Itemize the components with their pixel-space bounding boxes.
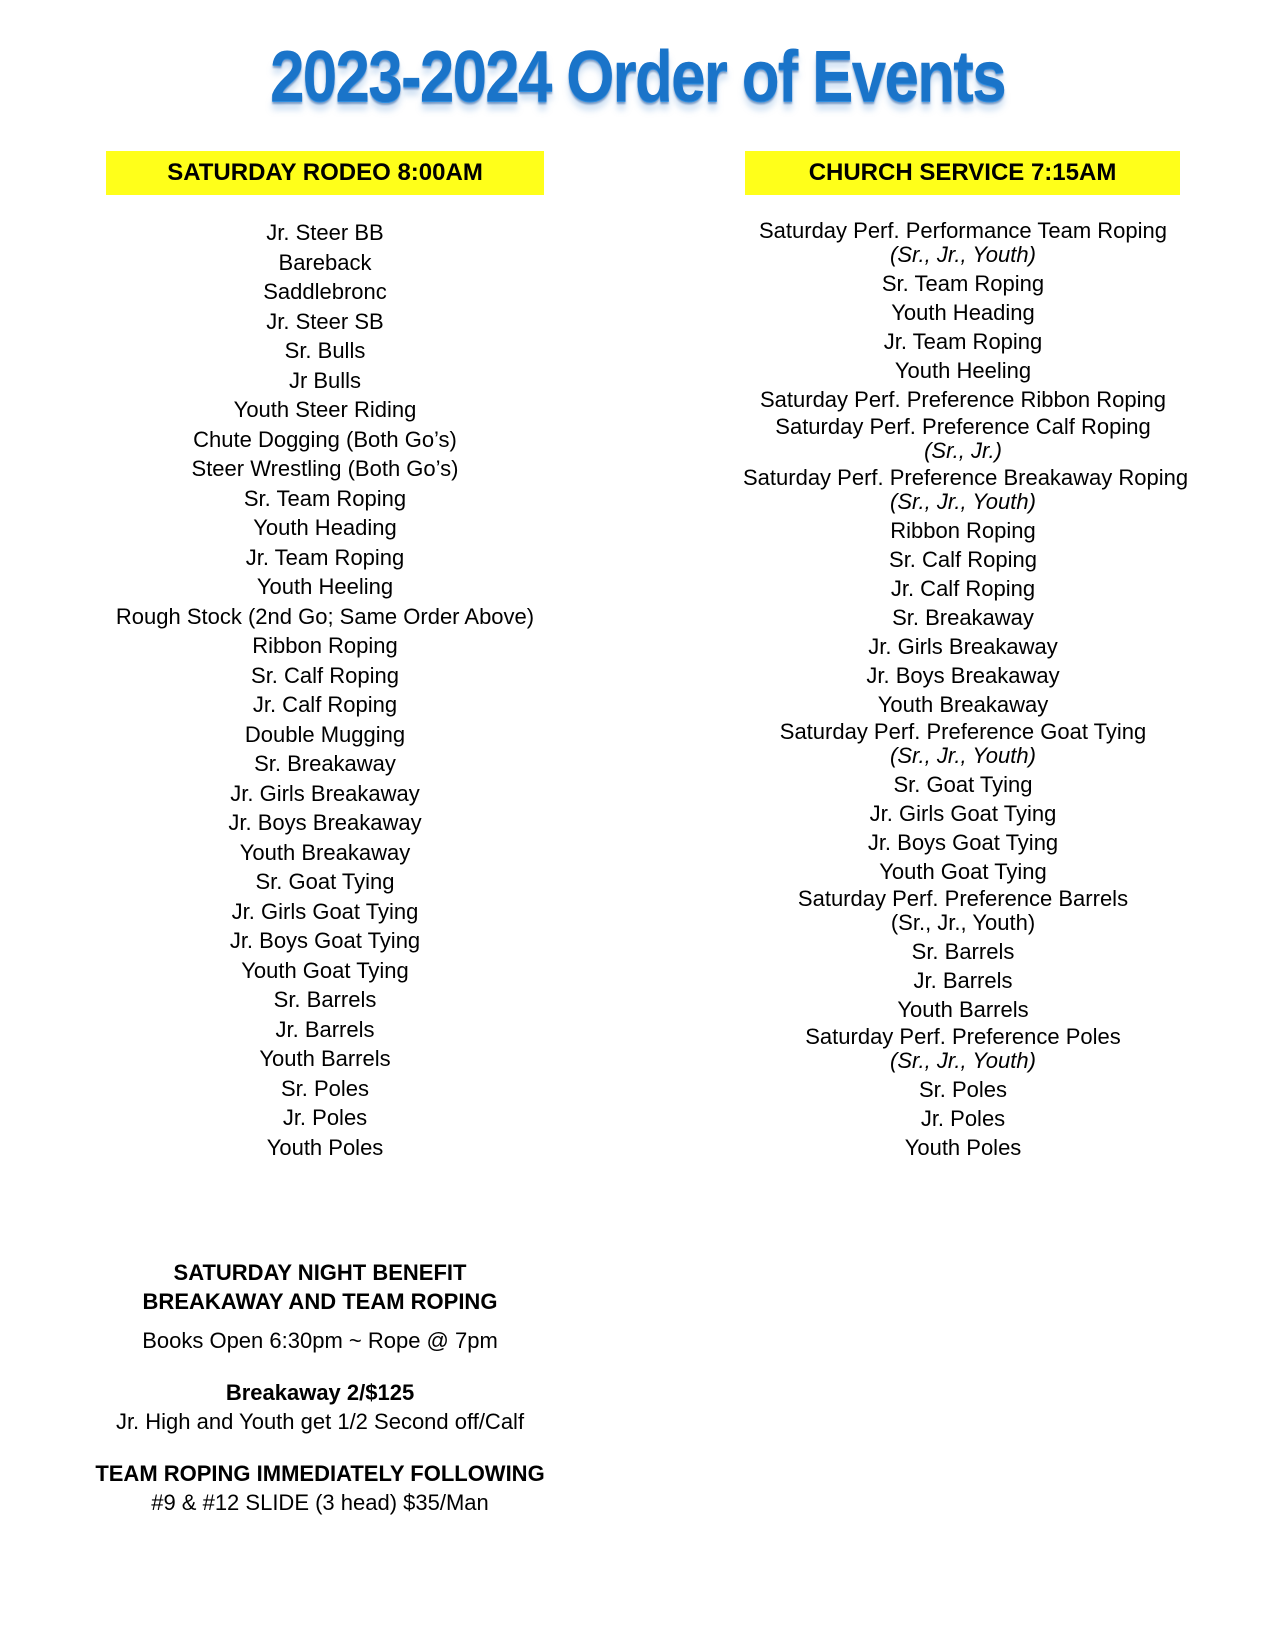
- event-item: Sr. Calf Roping: [251, 662, 399, 688]
- event-item: Jr Bulls: [288, 367, 362, 393]
- event-item: Jr. Poles: [920, 1106, 1006, 1131]
- event-division-note: (Sr., Jr., Youth): [890, 910, 1036, 935]
- saturday-rodeo-header: SATURDAY RODEO 8:00AM: [106, 151, 544, 195]
- event-item: Saddlebronc: [263, 279, 387, 304]
- event-item: Bareback: [278, 249, 372, 275]
- event-item: Saturday Perf. Performance Team Roping: [758, 218, 1168, 243]
- event-item: Saturday Perf. Preference Calf Roping: [775, 414, 1151, 439]
- event-item: Youth Heeling: [256, 574, 394, 599]
- event-item: Jr. Barrels: [275, 1016, 375, 1042]
- event-division-note: (Sr., Jr., Youth): [890, 743, 1036, 768]
- event-division-note: (Sr., Jr., Youth): [890, 489, 1036, 514]
- team-roping-note: #9 & #12 SLIDE (3 head) $35/Man: [151, 1490, 489, 1515]
- event-item: Youth Breakaway: [877, 692, 1049, 717]
- event-item: Jr. Boys Goat Tying: [867, 830, 1059, 855]
- event-item: Jr. Barrels: [913, 968, 1013, 993]
- event-division-note: (Sr., Jr., Youth): [890, 1048, 1036, 1073]
- event-item: Sr. Calf Roping: [889, 547, 1037, 572]
- event-item: Jr. Girls Breakaway: [868, 634, 1058, 659]
- church-service-event-list: [743, 218, 1189, 1162]
- event-item: Youth Heading: [891, 300, 1035, 325]
- event-item: Jr. Calf Roping: [890, 576, 1036, 601]
- event-item: Sr. Goat Tying: [893, 772, 1033, 797]
- event-item: Youth Barrels: [897, 997, 1029, 1022]
- event-item: Jr. Boys Goat Tying: [229, 928, 421, 953]
- event-item: Jr. Boys Breakaway: [228, 810, 422, 835]
- event-item: Ribbon Roping: [252, 633, 398, 658]
- event-item: Jr. Girls Goat Tying: [869, 801, 1057, 826]
- event-item: Jr. Steer SB: [266, 308, 384, 334]
- event-item: Sr. Poles: [280, 1075, 370, 1101]
- event-item: Saturday Perf. Preference Barrels: [797, 886, 1129, 911]
- event-item: Youth Poles: [266, 1134, 384, 1160]
- event-item: Youth Heeling: [894, 358, 1032, 383]
- event-division-note: (Sr., Jr.): [924, 438, 1002, 463]
- event-item: Youth Goat Tying: [241, 957, 409, 983]
- breakaway-note: Jr. High and Youth get 1/2 Second off/Calf: [115, 1409, 525, 1434]
- event-item: Youth Heading: [253, 515, 397, 540]
- event-division-note: (Sr., Jr., Youth): [890, 242, 1036, 267]
- event-item: Jr. Team Roping: [245, 544, 405, 570]
- event-item: Sr. Poles: [918, 1077, 1008, 1102]
- event-item: Saturday Perf. Preference Poles: [805, 1024, 1121, 1049]
- event-item: Sr. Team Roping: [881, 271, 1045, 296]
- event-item: Sr. Breakaway: [892, 605, 1034, 630]
- event-item: Jr. Girls Breakaway: [230, 780, 420, 806]
- breakaway-title: Breakaway 2/$125: [225, 1380, 415, 1405]
- event-item: Youth Breakaway: [239, 839, 411, 865]
- event-item: Jr. Steer BB: [266, 220, 384, 245]
- event-item: Youth Barrels: [259, 1046, 391, 1071]
- event-item: Youth Goat Tying: [879, 859, 1047, 884]
- event-item: Saturday Perf. Preference Breakaway Roping: [743, 465, 1189, 490]
- event-item: Jr. Boys Breakaway: [866, 663, 1060, 688]
- page-title: 2023-2024 Order of Events: [270, 37, 1005, 117]
- event-item: Youth Poles: [904, 1135, 1022, 1160]
- event-item: Sr. Breakaway: [254, 751, 396, 776]
- event-item: Sr. Bulls: [284, 338, 366, 363]
- benefit-title-line-1: SATURDAY NIGHT BENEFIT: [173, 1260, 467, 1285]
- event-item: Jr. Team Roping: [883, 329, 1043, 354]
- event-item: Steer Wrestling (Both Go’s): [191, 456, 459, 481]
- event-item: Sr. Goat Tying: [255, 869, 395, 894]
- event-item: Jr. Girls Goat Tying: [231, 898, 419, 924]
- benefit-title-line-2: BREAKAWAY AND TEAM ROPING: [142, 1289, 498, 1314]
- saturday-rodeo-event-list: [105, 218, 545, 1162]
- event-item: Jr. Calf Roping: [252, 692, 398, 717]
- team-roping-title: TEAM ROPING IMMEDIATELY FOLLOWING: [95, 1461, 545, 1486]
- event-item: Chute Dogging (Both Go’s): [193, 426, 457, 452]
- church-service-header: CHURCH SERVICE 7:15AM: [745, 151, 1180, 195]
- event-item: Rough Stock (2nd Go; Same Order Above): [115, 603, 535, 629]
- event-item: Saturday Perf. Preference Goat Tying: [779, 719, 1147, 744]
- event-item: Sr. Barrels: [911, 939, 1015, 964]
- saturday-night-benefit: [60, 1258, 580, 1517]
- event-item: Sr. Team Roping: [243, 485, 407, 511]
- event-item: Double Mugging: [244, 721, 406, 747]
- event-item: Sr. Barrels: [273, 987, 377, 1012]
- event-item: Saturday Perf. Preference Ribbon Roping: [759, 387, 1166, 412]
- event-item: Ribbon Roping: [890, 518, 1036, 543]
- books-open-text: Books Open 6:30pm ~ Rope @ 7pm: [142, 1328, 498, 1353]
- event-item: Youth Steer Riding: [233, 397, 417, 422]
- event-item: Jr. Poles: [282, 1105, 368, 1130]
